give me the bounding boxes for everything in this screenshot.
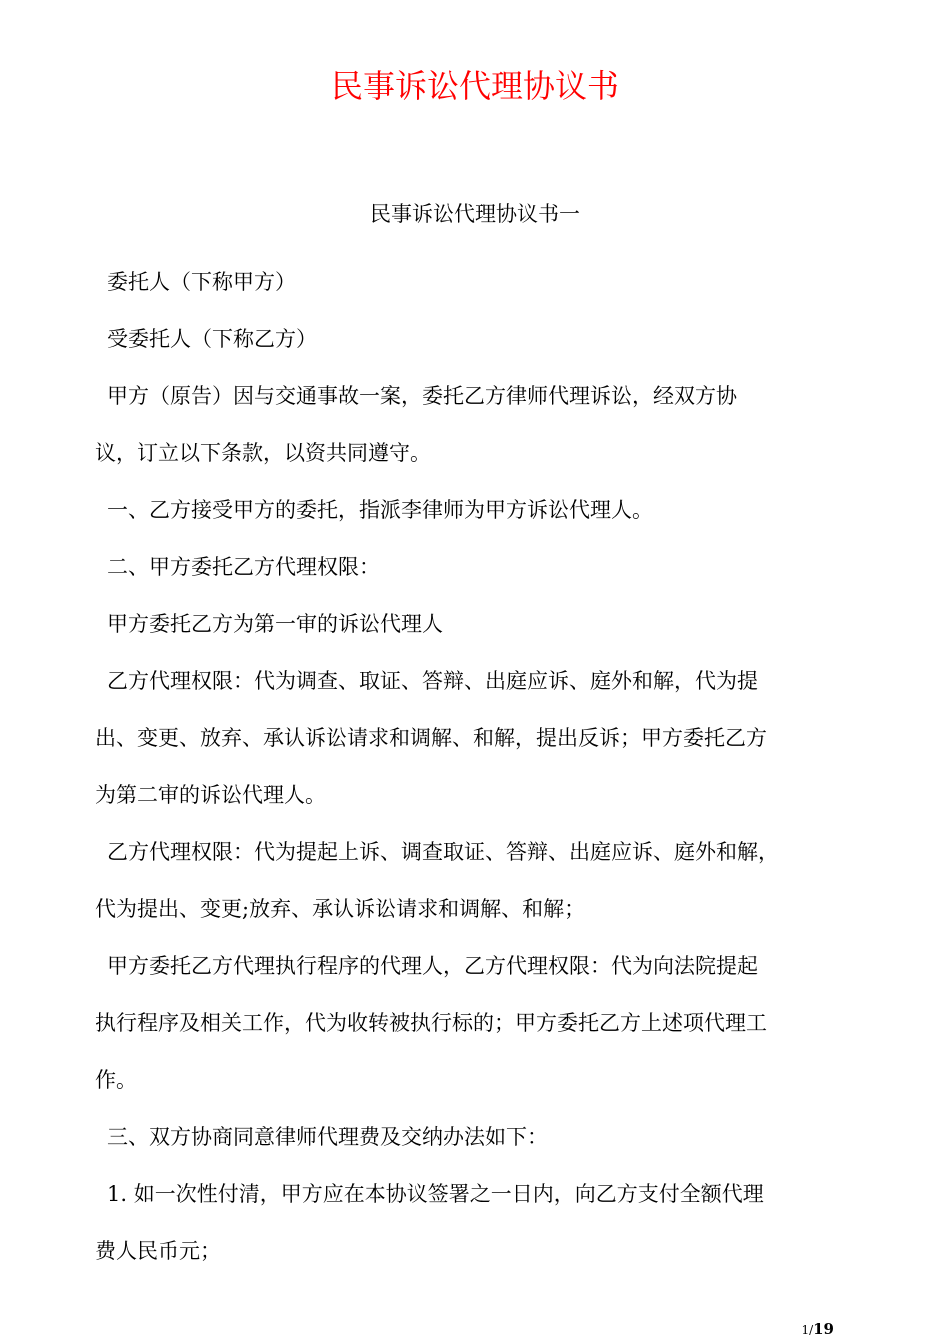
document-title: 民事诉讼代理协议书 (330, 67, 619, 105)
page-total: 19 (813, 1320, 834, 1338)
paragraph-execution-line2: 执行程序及相关工作，代为收转被执行标的；甲方委托乙方上述项代理工 (95, 1011, 767, 1035)
document-body (95, 254, 855, 1280)
paragraph-execution-line3: 作。 (95, 1068, 137, 1092)
paragraph-payment-line1: 1. 如一次性付清，甲方应在本协议签署之一日内，向乙方支付全额代理 (107, 1182, 764, 1206)
paragraph-intro-line1: 甲方（原告）因与交通事故一案，委托乙方律师代理诉讼，经双方协 (107, 384, 737, 408)
page-current: 1/ (801, 1323, 814, 1337)
paragraph-clause-1: 一、乙方接受甲方的委托，指派李律师为甲方诉讼代理人。 (107, 498, 653, 522)
paragraph-agent: 受委托人（下称乙方） (107, 327, 317, 351)
paragraph-clause-2: 二、甲方委托乙方代理权限： (107, 555, 380, 579)
page-number (801, 1320, 834, 1338)
paragraph-authority-2-line2: 代为提出、变更;放弃、承认诉讼请求和调解、和解； (95, 897, 586, 921)
paragraph-intro-line2: 议，订立以下条款，以资共同遵守。 (95, 441, 431, 465)
paragraph-authority-1-line2: 出、变更、放弃、承认诉讼请求和调解、和解，提出反诉；甲方委托乙方 (95, 726, 767, 750)
paragraph-authority-1-line3: 为第二审的诉讼代理人。 (95, 783, 326, 807)
paragraph-payment-line2: 费人民币元； (95, 1239, 221, 1263)
paragraph-authority-1-line1: 乙方代理权限：代为调查、取证、答辩、出庭应诉、庭外和解，代为提 (107, 669, 758, 693)
paragraph-clause-3: 三、双方协商同意律师代理费及交纳办法如下： (107, 1125, 548, 1149)
paragraph-principal: 委托人（下称甲方） (107, 270, 296, 294)
paragraph-execution-line1: 甲方委托乙方代理执行程序的代理人，乙方代理权限：代为向法院提起 (107, 954, 758, 978)
paragraph-first-instance: 甲方委托乙方为第一审的诉讼代理人 (107, 612, 443, 636)
paragraph-authority-2-line1: 乙方代理权限：代为提起上诉、调查取证、答辩、出庭应诉、庭外和解， (107, 840, 779, 864)
document-subtitle: 民事诉讼代理协议书一 (370, 202, 580, 226)
